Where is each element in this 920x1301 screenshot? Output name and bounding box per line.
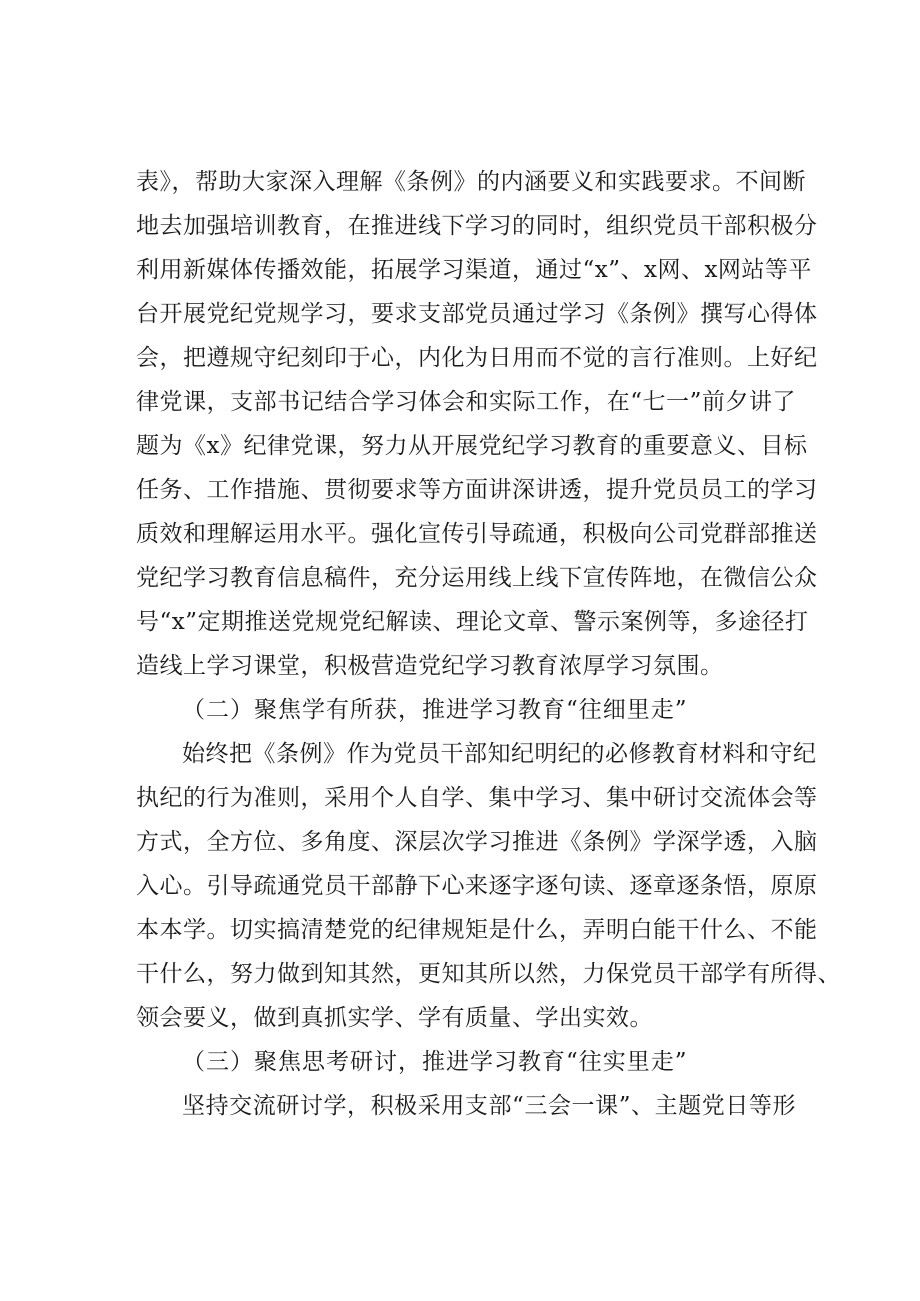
paragraph-1-line-9: 质效和理解运用水平。强化宣传引导疏通，积极向公司党群部推送 (136, 521, 818, 547)
paragraph-2-line-1: 始终把《条例》作为党员干部知纪明纪的必修教育材料和守纪 (182, 741, 817, 767)
section-heading-2: （二）聚焦学有所获，推进学习教育“往细里走” (182, 697, 688, 723)
paragraph-1-line-10: 党纪学习教育信息稿件，充分运用线上线下宣传阵地，在微信公众 (136, 565, 818, 591)
paragraph-1-line-8: 任务、工作措施、贯彻要求等方面讲深讲透，提升党员员工的学习 (136, 477, 818, 503)
paragraph-1-line-3: 利用新媒体传播效能，拓展学习渠道，通过“x”、x网、x网站等平 (136, 257, 812, 283)
section-heading-3: （三）聚焦思考研讨，推进学习教育“往实里走” (182, 1049, 688, 1075)
paragraph-1-line-1: 表》，帮助大家深入理解《条例》的内涵要义和实践要求。不间断 (136, 169, 806, 195)
paragraph-1-line-7: 题为《x》纪律党课，努力从开展党纪学习教育的重要意义、目标 (136, 433, 808, 459)
paragraph-1-line-2: 地去加强培训教育，在推进线下学习的同时，组织党员干部积极分 (136, 213, 818, 239)
paragraph-2-line-7: 领会要义，做到真抓实学、学有质量、学出实效。 (136, 1005, 653, 1031)
paragraph-1-line-4: 台开展党纪党规学习，要求支部党员通过学习《条例》撰写心得体 (136, 301, 818, 327)
paragraph-1-line-12: 造线上学习课堂，积极营造党纪学习教育浓厚学习氛围。 (136, 653, 724, 679)
paragraph-1-line-11: 号“x”定期推送党规党纪解读、理论文章、警示案例等，多途径打 (136, 609, 809, 635)
paragraph-2-line-2: 执纪的行为准则，采用个人自学、集中学习、集中研讨交流体会等 (136, 785, 818, 811)
paragraph-2-line-6: 干什么，努力做到知其然，更知其所以然，力保党员干部学有所得、 (136, 961, 841, 987)
paragraph-3-line-1: 坚持交流研讨学，积极采用支部“三会一课”、主题党日等形 (182, 1093, 796, 1119)
paragraph-1-line-5: 会，把遵规守纪刻印于心，内化为日用而不觉的言行准则。上好纪 (136, 345, 818, 371)
paragraph-2-line-4: 入心。引导疏通党员干部静下心来逐字逐句读、逐章逐条悟，原原 (136, 873, 818, 899)
paragraph-1-line-6: 律党课，支部书记结合学习体会和实际工作，在“七一”前夕讲了 (136, 389, 796, 415)
paragraph-2-line-5: 本本学。切实搞清楚党的纪律规矩是什么，弄明白能干什么、不能 (136, 917, 818, 943)
paragraph-2-line-3: 方式，全方位、多角度、深层次学习推进《条例》学深学透，入脑 (136, 829, 818, 855)
